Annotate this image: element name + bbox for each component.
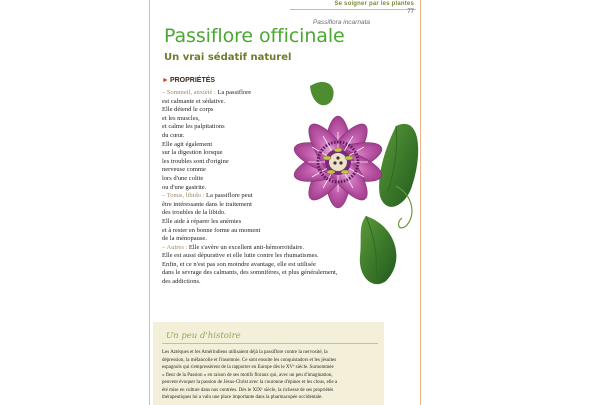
property-text: Elle est aussi dépurative et elle lutte contre les rhumatismes. (162, 252, 319, 260)
page-number: 77 (407, 9, 414, 15)
properties-heading-label: PROPRIÉTÉS (169, 77, 216, 84)
properties-line (162, 98, 372, 107)
property-text: Elle s'avère un excellent anti-hémorroïdaire. (187, 243, 304, 251)
property-text: du cœur. (162, 131, 185, 139)
properties-line (162, 115, 372, 124)
properties-line (162, 132, 372, 141)
book-page (149, 0, 421, 405)
property-text: Elle détend le corps (162, 106, 214, 114)
properties-text (162, 89, 372, 287)
property-text: et à rester en bonne forme au moment (162, 226, 261, 234)
properties-line (162, 192, 372, 201)
property-text: Enfin, et ce n'est pas son moindre avantage, elle est utilisée (162, 260, 316, 268)
property-text: lors d'une colite (162, 174, 204, 182)
property-text: de la ménopause. (162, 235, 207, 243)
property-text: nerveuse comme (162, 166, 206, 174)
property-text: est calmante et sédative. (162, 97, 226, 105)
page-subtitle: Un vrai sédatif naturel (164, 52, 292, 63)
header-rule (290, 9, 416, 10)
history-text (162, 349, 380, 402)
property-text: ou d'une gastrite. (162, 183, 207, 191)
property-keyword: – Autres : (162, 243, 188, 251)
properties-line (162, 252, 372, 261)
property-text: des troubles de la libido. (162, 209, 226, 217)
properties-heading (162, 77, 215, 84)
page-title: Passiflore officinale (164, 25, 345, 47)
properties-line (162, 89, 372, 98)
property-text: Elle agit également (162, 140, 213, 148)
properties-line (162, 123, 372, 132)
properties-line (162, 184, 372, 193)
properties-line (162, 261, 372, 270)
property-text: La passiflore (215, 89, 252, 96)
property-text: Elle aide à réparer les anémies (162, 217, 242, 225)
properties-line (162, 269, 372, 278)
running-head: Se soigner par les plantes (334, 1, 414, 7)
property-text: et calme les palpitations (162, 123, 225, 131)
properties-line (162, 201, 372, 210)
properties-line (162, 106, 372, 115)
property-keyword: – Tonus, libido : (162, 192, 205, 200)
history-line: « fleur de la Passion » en raison de ses motifs floraux qui, avec un peu d'imagination, (162, 372, 333, 378)
history-line: dépression, la mélancolie et l'insomnie. Ce sont ensuite les conquistadors et les jésuites (162, 357, 337, 363)
properties-line (162, 149, 372, 158)
history-line: Les Aztèques et les Amérindiens utilisaient déjà la passiflore contre la nervosité, la (162, 350, 328, 355)
property-text: La passiflore peut (204, 192, 253, 200)
properties-line (162, 158, 372, 167)
history-line: peuvent évoquer la passion de Jésus-Christ avec la couronne d'épines et les clous, elle a (162, 380, 338, 385)
history-rule (162, 343, 378, 344)
right-arrow-icon: ► (162, 77, 169, 84)
property-text: être intéressante dans le traitement (162, 200, 252, 208)
property-text: les troubles sont d'origine (162, 157, 229, 165)
history-line: espagnols qui s'empressèrent de la rapporter en Europe dès le XVᵉ siècle. Surnommée (162, 365, 334, 370)
properties-line (162, 209, 372, 218)
properties-line (162, 141, 372, 150)
properties-line (162, 227, 372, 236)
property-text: et les muscles, (162, 114, 200, 122)
property-keyword: – Sommeil, anxiété : (162, 89, 216, 96)
property-text: sur la digestion lorsque (162, 149, 223, 157)
properties-line (162, 235, 372, 244)
properties-line (162, 244, 372, 253)
history-title: Un peu d'histoire (166, 331, 241, 341)
properties-line (162, 218, 372, 227)
properties-line (162, 278, 372, 287)
property-text: dans le sevrage des calmants, des somnifères, et plus généralement, (162, 269, 338, 277)
latin-name: Passiflora incarnata (312, 19, 370, 26)
properties-line (162, 175, 372, 184)
history-line: été mise en culture dans nos contrées. Dès le XIXᵉ siècle, la richesse de ses propriétés (162, 387, 334, 393)
properties-line (162, 166, 372, 175)
leaf-right-top (379, 124, 418, 207)
history-line: thérapeutiques lui a valu une place importante dans la pharmacopée occidentale. (162, 395, 323, 400)
property-text: des addictions. (162, 278, 201, 286)
